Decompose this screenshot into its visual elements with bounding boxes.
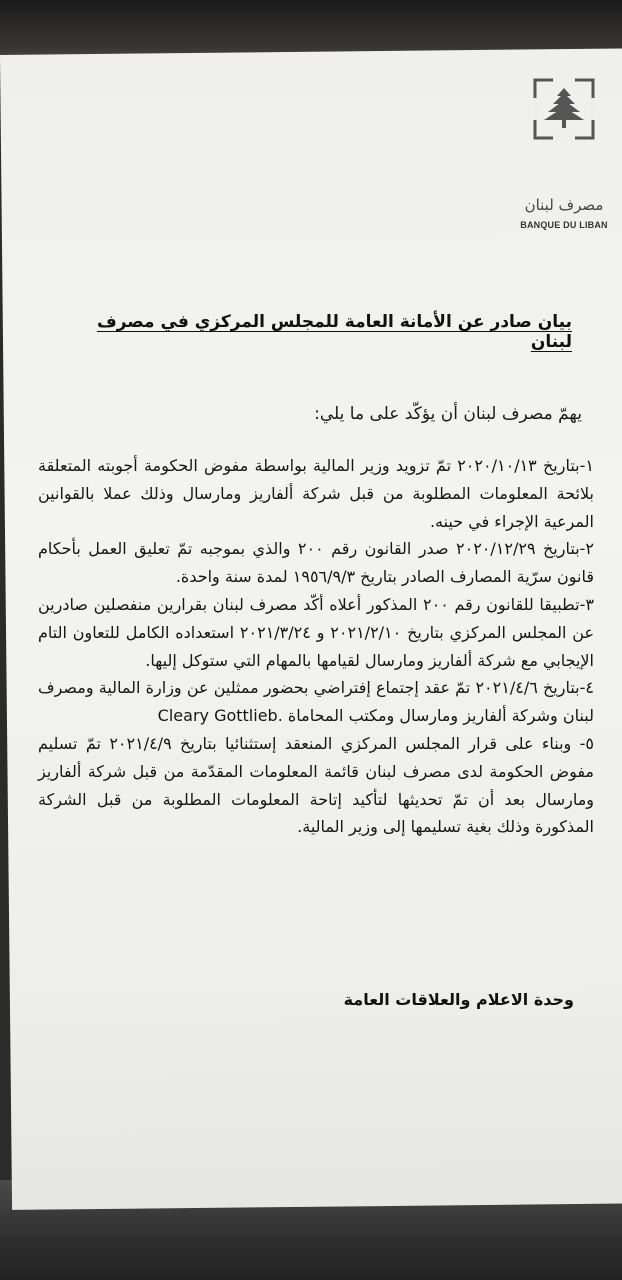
statement-item-5: ٥- وبناء على قرار المجلس المركزي المنعقد إستثنائيا بتاريخ ٢٠٢١/٤/٩ تمّ تسليم مفوض الحكومة لدى مصرف لبنان قائمة المعلومات المقدّمة من قبل شركة ألفاريز ومارسال بعد أن تمّ تحديثها لتأكيد إتاحة المعلومات المطلوبة من قبل الشركة المذكورة وذلك بغية تسليمها إلى وزير المالية. — [38, 733, 594, 837]
statement-item-3: ٣-تطبيقا للقانون رقم ٢٠٠ المذكور أعلاه أكّد مصرف لبنان بقرارين منفصلين صادرين عن المجلس المركزي بتاريخ ٢٠٢١/٢/١٠ و ٢٠٢١/٣/٢٤ استعداده الكامل للتعاون التام الإيجابي مع شركة ألفاريز ومارسال لقيامها بالمهام التي ستوكل إليها. — [38, 594, 595, 670]
statement-item-4-text: ٤-بتاريخ ٢٠٢١/٤/٦ تمّ عقد إجتماع إفتراضي بحضور ممثلين عن وزارة المالية ومصرف لبنان وشركة ألفاريز ومارسال ومكتب المحاماة — [38, 678, 594, 726]
statement-list — [38, 452, 594, 841]
bank-name-english: BANQUE DU LIBAN — [520, 220, 608, 230]
bank-name-arabic: مصرف لبنان — [524, 196, 604, 214]
statement-item-2: ٢-بتاريخ ٢٠٢٠/١٢/٢٩ صدر القانون رقم ٢٠٠ والذي بموجبه تمّ تعليق العمل بأحكام قانون سرّية المصارف الصادر بتاريخ ١٩٥٦/٩/٣ لمدة سنة واحدة. — [38, 539, 595, 587]
document-title: بيان صادر عن الأمانة العامة للمجلس المركزي في مصرف لبنان — [96, 312, 572, 352]
statement-item-4 — [38, 674, 594, 730]
law-firm-name: Cleary Gottlieb. — [157, 706, 283, 726]
bank-logo — [516, 78, 612, 238]
signature-unit: وحدة الاعلام والعلاقات العامة — [343, 990, 574, 1009]
intro-text: يهمّ مصرف لبنان أن يؤكّد على ما يلي: — [314, 404, 582, 424]
cedar-icon — [533, 78, 595, 192]
statement-item-1: ١-بتاريخ ٢٠٢٠/١٠/١٣ تمّ تزويد وزير المالية بواسطة مفوض الحكومة أجوبته المتعلقة بلائحة المعلومات المطلوبة من قبل شركة ألفاريز ومارسال وذلك عملا بالقوانين المرعية الإجراء في حينه. — [38, 456, 594, 531]
